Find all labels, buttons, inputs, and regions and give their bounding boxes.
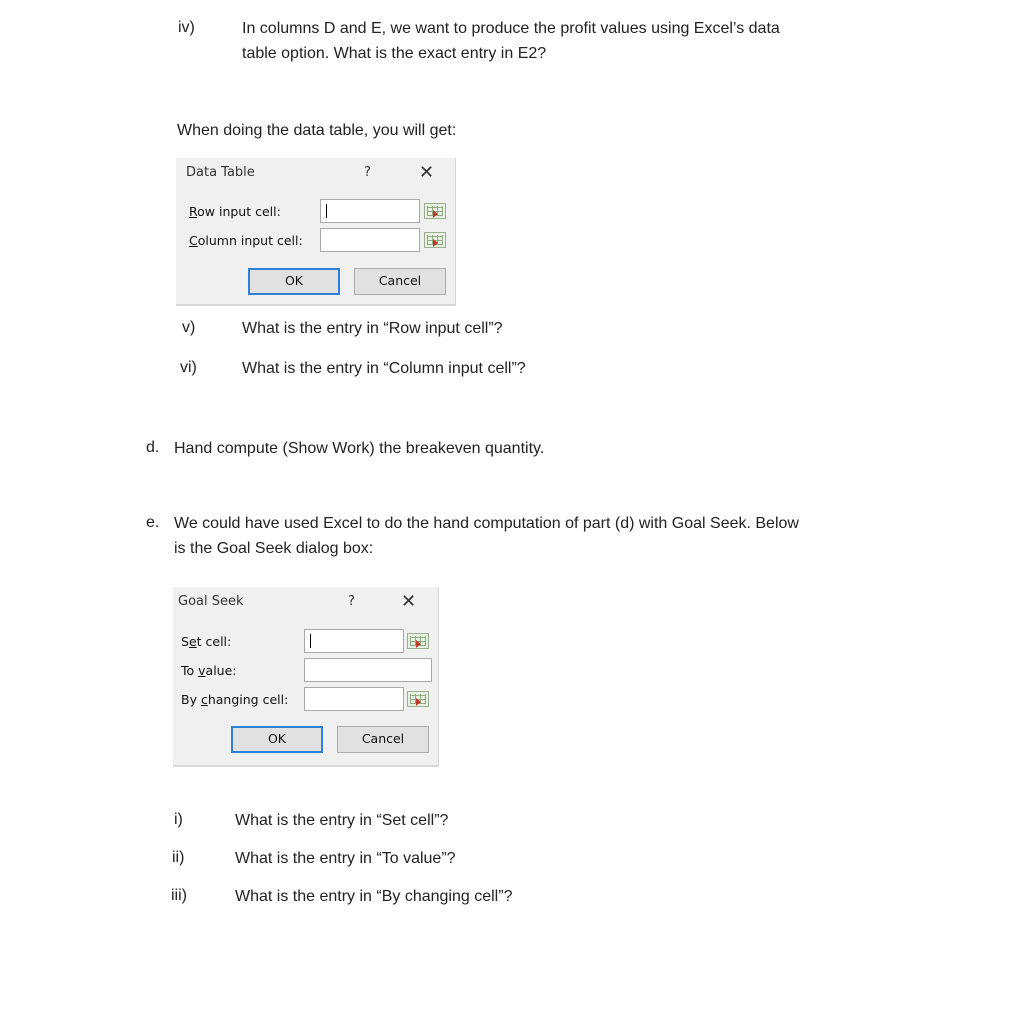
row-input-accesskey: R [189, 204, 198, 219]
row-input-label-rest: ow input cell: [197, 204, 281, 219]
goal-seek-dialog [173, 587, 439, 767]
set-cell-field[interactable] [304, 629, 404, 653]
cancel-button[interactable]: Cancel [354, 268, 446, 295]
data-table-intro: When doing the data table, you will get: [177, 122, 457, 139]
to-value-field[interactable] [304, 658, 432, 682]
to-value-accesskey: v [198, 663, 206, 678]
question-iii-text: What is the entry in “By changing cell”? [235, 888, 513, 905]
row-input-cell-field[interactable] [320, 199, 420, 223]
close-icon[interactable]: ✕ [419, 162, 435, 183]
text-caret [310, 634, 311, 648]
question-ii-text: What is the entry in “To value”? [235, 850, 456, 867]
by-changing-label-b: hanging cell: [207, 692, 289, 707]
set-cell-accesskey: e [188, 634, 197, 649]
text-caret [326, 204, 327, 218]
collapse-dialog-icon[interactable] [407, 691, 429, 707]
column-input-cell-field[interactable] [320, 228, 420, 252]
collapse-dialog-icon[interactable] [424, 232, 446, 248]
to-value-label-a: To [181, 663, 199, 678]
part-e-line2: is the Goal Seek dialog box: [174, 540, 374, 557]
close-icon[interactable]: ✕ [401, 591, 417, 612]
dialog-right-edge [438, 587, 439, 767]
dialog-bottom-edge [173, 765, 439, 767]
question-v-text: What is the entry in “Row input cell”? [242, 320, 503, 337]
to-value-label [181, 663, 237, 678]
cancel-button[interactable]: Cancel [337, 726, 429, 753]
row-input-cell-label [189, 204, 281, 219]
help-icon[interactable]: ? [364, 165, 371, 180]
data-table-dialog-title: Data Table [186, 165, 255, 180]
to-value-label-b: alue: [205, 663, 237, 678]
question-iv-line1: In columns D and E, we want to produce the profit values using Excel’s data [242, 20, 780, 37]
question-vi-text: What is the entry in “Column input cell”? [242, 360, 526, 377]
column-input-label-rest: olumn input cell: [197, 233, 303, 248]
part-d-text: Hand compute (Show Work) the breakeven quantity. [174, 440, 545, 457]
dialog-bottom-edge [176, 304, 456, 306]
part-e-line1: We could have used Excel to do the hand computation of part (d) with Goal Seek. Below [174, 515, 799, 532]
column-input-accesskey: C [189, 233, 198, 248]
by-changing-accesskey: c [200, 692, 208, 707]
question-v-number: v) [182, 319, 196, 336]
goal-seek-dialog-title: Goal Seek [178, 594, 244, 609]
by-changing-cell-field[interactable] [304, 687, 404, 711]
question-iv-line2: table option. What is the exact entry in E2? [242, 45, 547, 62]
question-i-number: i) [174, 811, 183, 828]
by-changing-label-a: By [181, 692, 201, 707]
question-vi-number: vi) [180, 359, 197, 376]
part-d-letter: d. [146, 439, 160, 456]
part-e-letter: e. [146, 514, 160, 531]
question-iv-number: iv) [178, 19, 195, 36]
dialog-right-edge [455, 158, 456, 306]
set-cell-label-a: S [181, 634, 189, 649]
by-changing-cell-label [181, 692, 288, 707]
question-iii-number: iii) [171, 887, 187, 904]
set-cell-label [181, 634, 231, 649]
set-cell-label-b: t cell: [196, 634, 232, 649]
column-input-cell-label [189, 233, 303, 248]
data-table-dialog [176, 158, 456, 306]
question-ii-number: ii) [172, 849, 185, 866]
ok-button[interactable]: OK [248, 268, 340, 295]
ok-button[interactable]: OK [231, 726, 323, 753]
help-icon[interactable]: ? [348, 594, 355, 609]
question-i-text: What is the entry in “Set cell”? [235, 812, 449, 829]
collapse-dialog-icon[interactable] [407, 633, 429, 649]
collapse-dialog-icon[interactable] [424, 203, 446, 219]
